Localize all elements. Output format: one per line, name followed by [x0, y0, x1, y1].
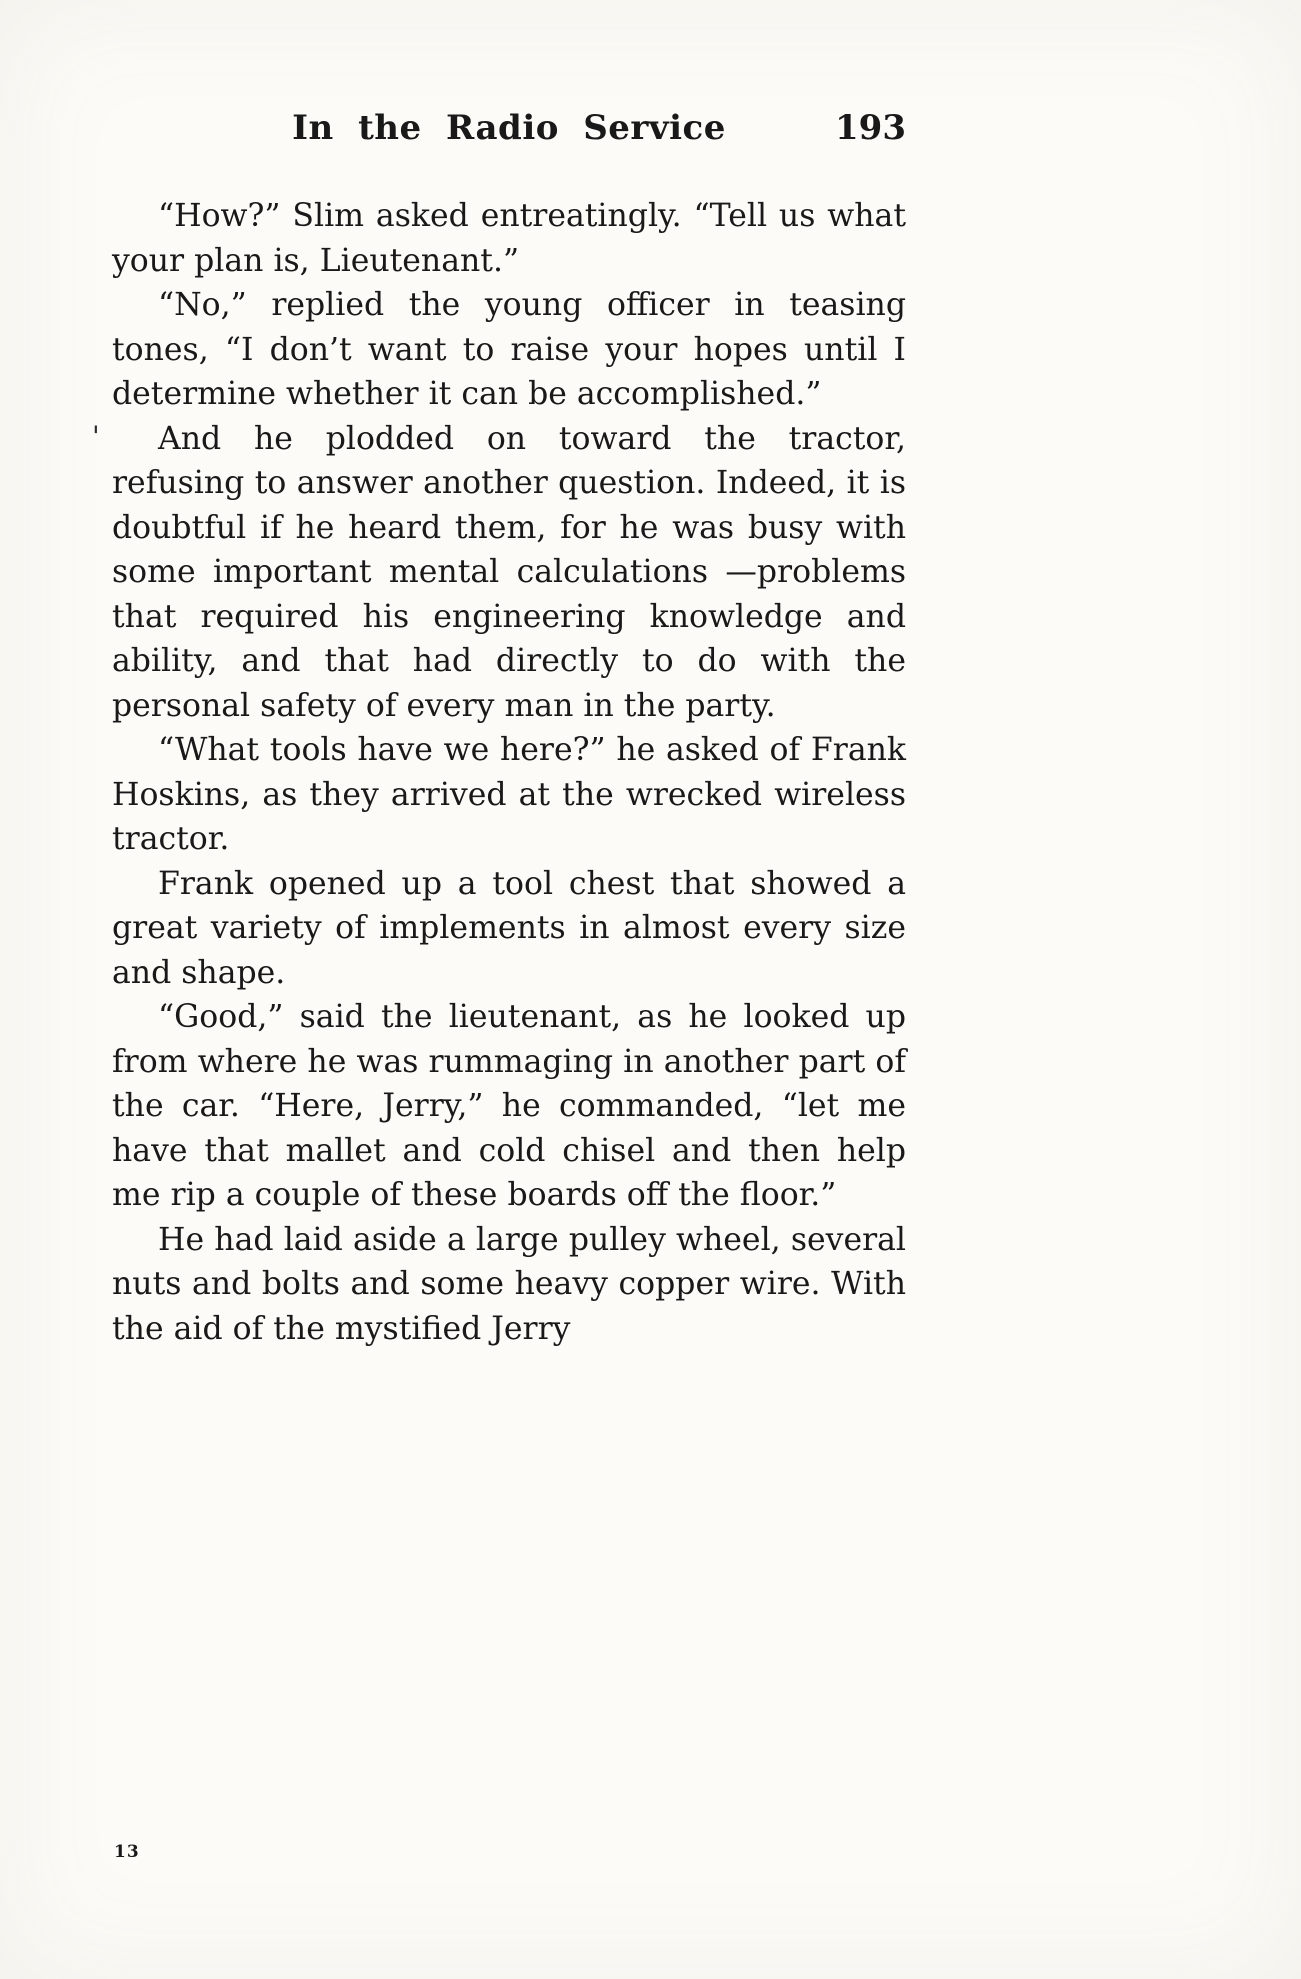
- text-block: [112, 106, 906, 1351]
- signature-mark: 13: [114, 1842, 140, 1862]
- running-title: In the Radio Service: [292, 108, 726, 148]
- paragraph-6: “Good,” said the lieutenant, as he looked up from where he was rummaging in another part of the car. “Here, Jerry,” he commanded, “let me have that mallet and cold chisel and then help me rip a couple of these boards off the floor.”: [112, 999, 906, 1213]
- page-body: [112, 194, 906, 1351]
- paragraph-4: “What tools have we here?” he asked of Frank Hoskins, as they arrived at the wrecked wireless tractor.: [112, 732, 906, 857]
- stray-print-mark: ': [92, 420, 100, 453]
- page-number: 193: [835, 108, 906, 148]
- paragraph-1: “How?” Slim asked entreatingly. “Tell us what your plan is, Lieutenant.”: [112, 198, 906, 279]
- paragraph-7: He had laid aside a large pulley wheel, several nuts and bolts and some heavy copper wire. With the aid of the mystified Jerry: [112, 1221, 906, 1347]
- paragraph-2: “No,” replied the young officer in teasing tones, “I don’t want to raise your hopes until I determine whether it can be accomplished.”: [112, 287, 906, 412]
- paragraph-3: And he plodded on toward the tractor, refusing to answer another question. Indeed, it is doubtful if he heard them, for he was busy with some important mental calculations —problems that required his engineering knowledge and ability, and that had directly to do with the personal safety of every man in the party.: [112, 420, 906, 724]
- paragraph-5: Frank opened up a tool chest that showed a great variety of implements in almost every size and shape.: [112, 865, 906, 991]
- page-header: [112, 106, 906, 160]
